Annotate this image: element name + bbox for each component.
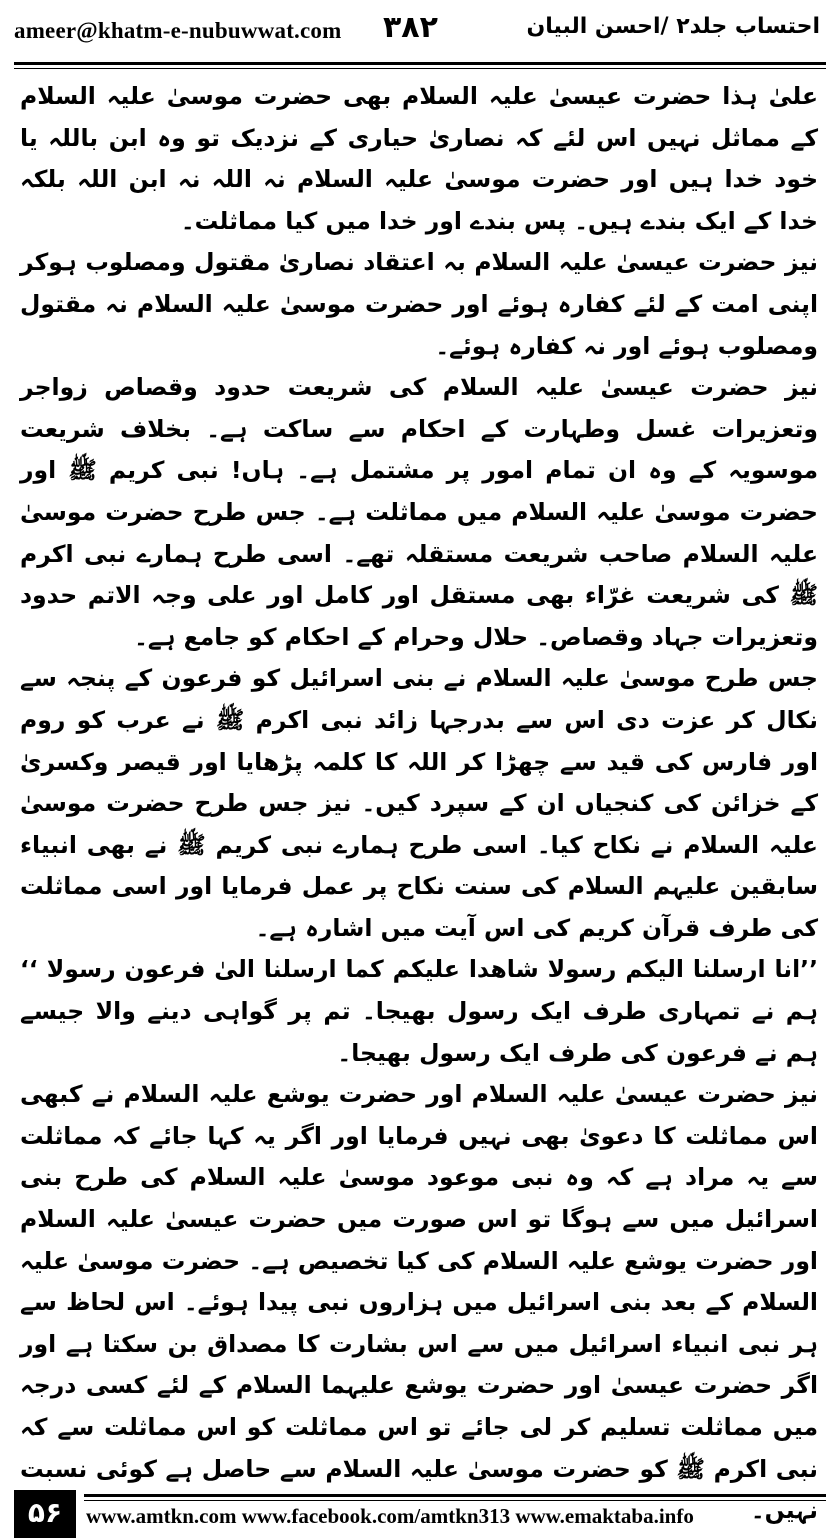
footer-rule — [84, 1494, 826, 1497]
header-book-title: احتساب جلد۲ /احسن البیان — [526, 14, 820, 39]
footer-page-badge: ۵۶ — [14, 1490, 76, 1538]
page-header — [0, 0, 840, 62]
header-rule — [14, 62, 826, 65]
paragraph-3: نیز حضرت عیسیٰ علیہ السلام کی شریعت حدود وقصاص زواجر وتعزیرات غسل وطہارت کے احکام سے ساکت ہے۔ بخلاف شریعت موسویہ کے وہ ان تمام امور پر مشتمل ہے۔ ہاں! نبی کریم ﷺ اور حضرت موسیٰ علیہ السلام میں مماثلت ہے۔ جس طرح حضرت موسیٰ علیہ السلام صاحب شریعت مستقلہ تھے۔ اسی طرح ہمارے نبی اکرم ﷺ کی شریعت غرّاء بھی مستقل اور کامل اور علی وجہ الاتم حدود وتعزیرات جہاد وقصاص۔ حلال وحرام کے احکام کو جامع ہے۔ — [20, 373, 818, 651]
paragraph-4: جس طرح موسیٰ علیہ السلام نے بنی اسرائیل کو فرعون کے پنجہ سے نکال کر عزت دی اس سے بدرجہا زائد نبی اکرم ﷺ نے عرب کو روم اور فارس کی قید سے چھڑا کر اللہ کا کلمہ پڑھایا اور قیصر وکسریٰ کے خزائن کی کنجیاں ان کے سپرد کیں۔ نیز جس طرح حضرت موسیٰ علیہ السلام نے نکاح کیا۔ اسی طرح ہمارے نبی کریم ﷺ نے بھی انبیاء سابقین علیہم السلام کی سنت نکاح پر عمل فرمایا اور اسی مماثلت کی طرف قرآن کریم کی اس آیت میں اشارہ ہے۔ — [20, 664, 818, 942]
footer-rule-thin — [84, 1500, 826, 1501]
quote-translation: ہم نے تمہاری طرف ایک رسول بھیجا۔ تم پر گواہی دینے والا جیسے ہم نے فرعون کی طرف ایک رسول بھیجا۔ — [20, 997, 818, 1067]
quote-arabic: ’’انا ارسلنا الیکم رسولا شاھدا علیکم کما ارسلنا الیٰ فرعون رسولا ‘‘ — [20, 955, 818, 984]
paragraph-5: نیز حضرت عیسیٰ علیہ السلام اور حضرت یوشع علیہ السلام نے کبھی اس مماثلت کا دعویٰ بھی نہیں فرمایا اور اگر یہ کہا جائے کہ مماثلت سے یہ مراد ہے کہ وہ نبی موعود موسیٰ علیہ السلام کی طرح بنی اسرائیل میں سے ہوگا تو اس صورت میں حضرت عیسیٰ علیہ السلام اور حضرت یوشع علیہ السلام کی کیا تخصیص ہے۔ حضرت موسیٰ علیہ السلام کے بعد بنی اسرائیل میں ہزاروں نبی پیدا ہوئے۔ اس لحاظ سے ہر نبی انبیاء اسرائیل میں سے اس بشارت کا مصداق بن سکتا ہے اور اگر حضرت عیسیٰ اور حضرت یوشع علیہما السلام کے لئے کسی درجہ میں مماثلت تسلیم کر لی جائے تو اس مماثلت کو اس مماثلت سے کہ نبی اکرم ﷺ کو حضرت موسیٰ علیہ السلام سے حاصل ہے کوئی نسبت نہیں۔ — [20, 1080, 818, 1525]
footer-links[interactable]: www.amtkn.com www.facebook.com/amtkn313 www.emaktaba.info — [86, 1504, 694, 1528]
quote-block — [20, 949, 818, 1074]
page-footer — [0, 1490, 840, 1540]
paragraph-1: علیٰ ہذا حضرت عیسیٰ علیہ السلام بھی حضرت موسیٰ علیہ السلام کے مماثل نہیں اس لئے کہ نصاریٰ حیاری کے نزدیک تو وہ ابن باللہ یا خود خدا ہیں اور حضرت موسیٰ علیہ السلام نہ اللہ نہ ابن اللہ بلکہ خدا کے ایک بندے ہیں۔ پس بندے اور خدا میں کیا مماثلت۔ — [20, 82, 818, 235]
header-email[interactable]: ameer@khatm-e-nubuwwat.com — [14, 18, 342, 43]
paragraph-2: نیز حضرت عیسیٰ علیہ السلام بہ اعتقاد نصاریٰ مقتول ومصلوب ہوکر اپنی امت کے لئے کفارہ ہوئے اور حضرت موسیٰ علیہ السلام نہ مقتول ومصلوب ہوئے اور نہ کفارہ ہوئے۔ — [20, 248, 818, 360]
header-rule-thin — [14, 68, 826, 69]
header-page-number: ۳۸۲ — [383, 10, 438, 45]
